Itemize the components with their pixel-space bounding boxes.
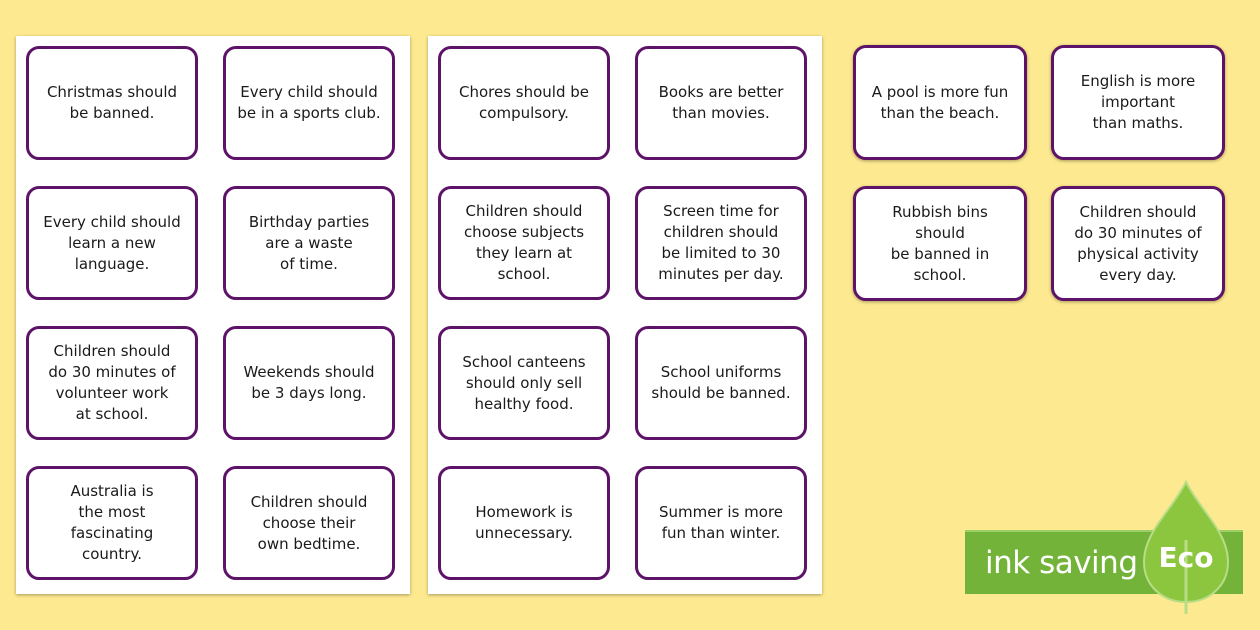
debate-card[interactable]: Children should do 30 minutes of physical activity every day. [1051, 186, 1225, 301]
debate-card[interactable]: Birthday parties are a waste of time. [223, 186, 395, 300]
debate-card[interactable]: Every child should be in a sports club. [223, 46, 395, 160]
debate-card[interactable]: School uniforms should be banned. [635, 326, 807, 440]
debate-card[interactable]: Rubbish bins should be banned in school. [853, 186, 1027, 301]
ink-saving-label: ink saving [985, 545, 1138, 581]
debate-card[interactable]: Christmas should be banned. [26, 46, 198, 160]
debate-card[interactable]: Children should choose their own bedtime. [223, 466, 395, 580]
debate-card[interactable]: Books are better than movies. [635, 46, 807, 160]
card-sheet-1 [16, 36, 410, 594]
debate-card[interactable]: Homework is unnecessary. [438, 466, 610, 580]
debate-card[interactable]: A pool is more fun than the beach. [853, 45, 1027, 160]
debate-card[interactable]: Every child should learn a new language. [26, 186, 198, 300]
eco-label: Eco [1158, 541, 1214, 574]
debate-card[interactable]: Children should choose subjects they learn at school. [438, 186, 610, 300]
debate-card[interactable]: School canteens should only sell healthy food. [438, 326, 610, 440]
debate-card[interactable]: Australia is the most fascinating country. [26, 466, 198, 580]
debate-card[interactable]: Screen time for children should be limited to 30 minutes per day. [635, 186, 807, 300]
debate-card[interactable]: Weekends should be 3 days long. [223, 326, 395, 440]
debate-card[interactable]: Children should do 30 minutes of volunteer work at school. [26, 326, 198, 440]
card-sheet-2 [428, 36, 822, 594]
debate-card[interactable]: Summer is more fun than winter. [635, 466, 807, 580]
debate-card[interactable]: Chores should be compulsory. [438, 46, 610, 160]
debate-card[interactable]: English is more important than maths. [1051, 45, 1225, 160]
